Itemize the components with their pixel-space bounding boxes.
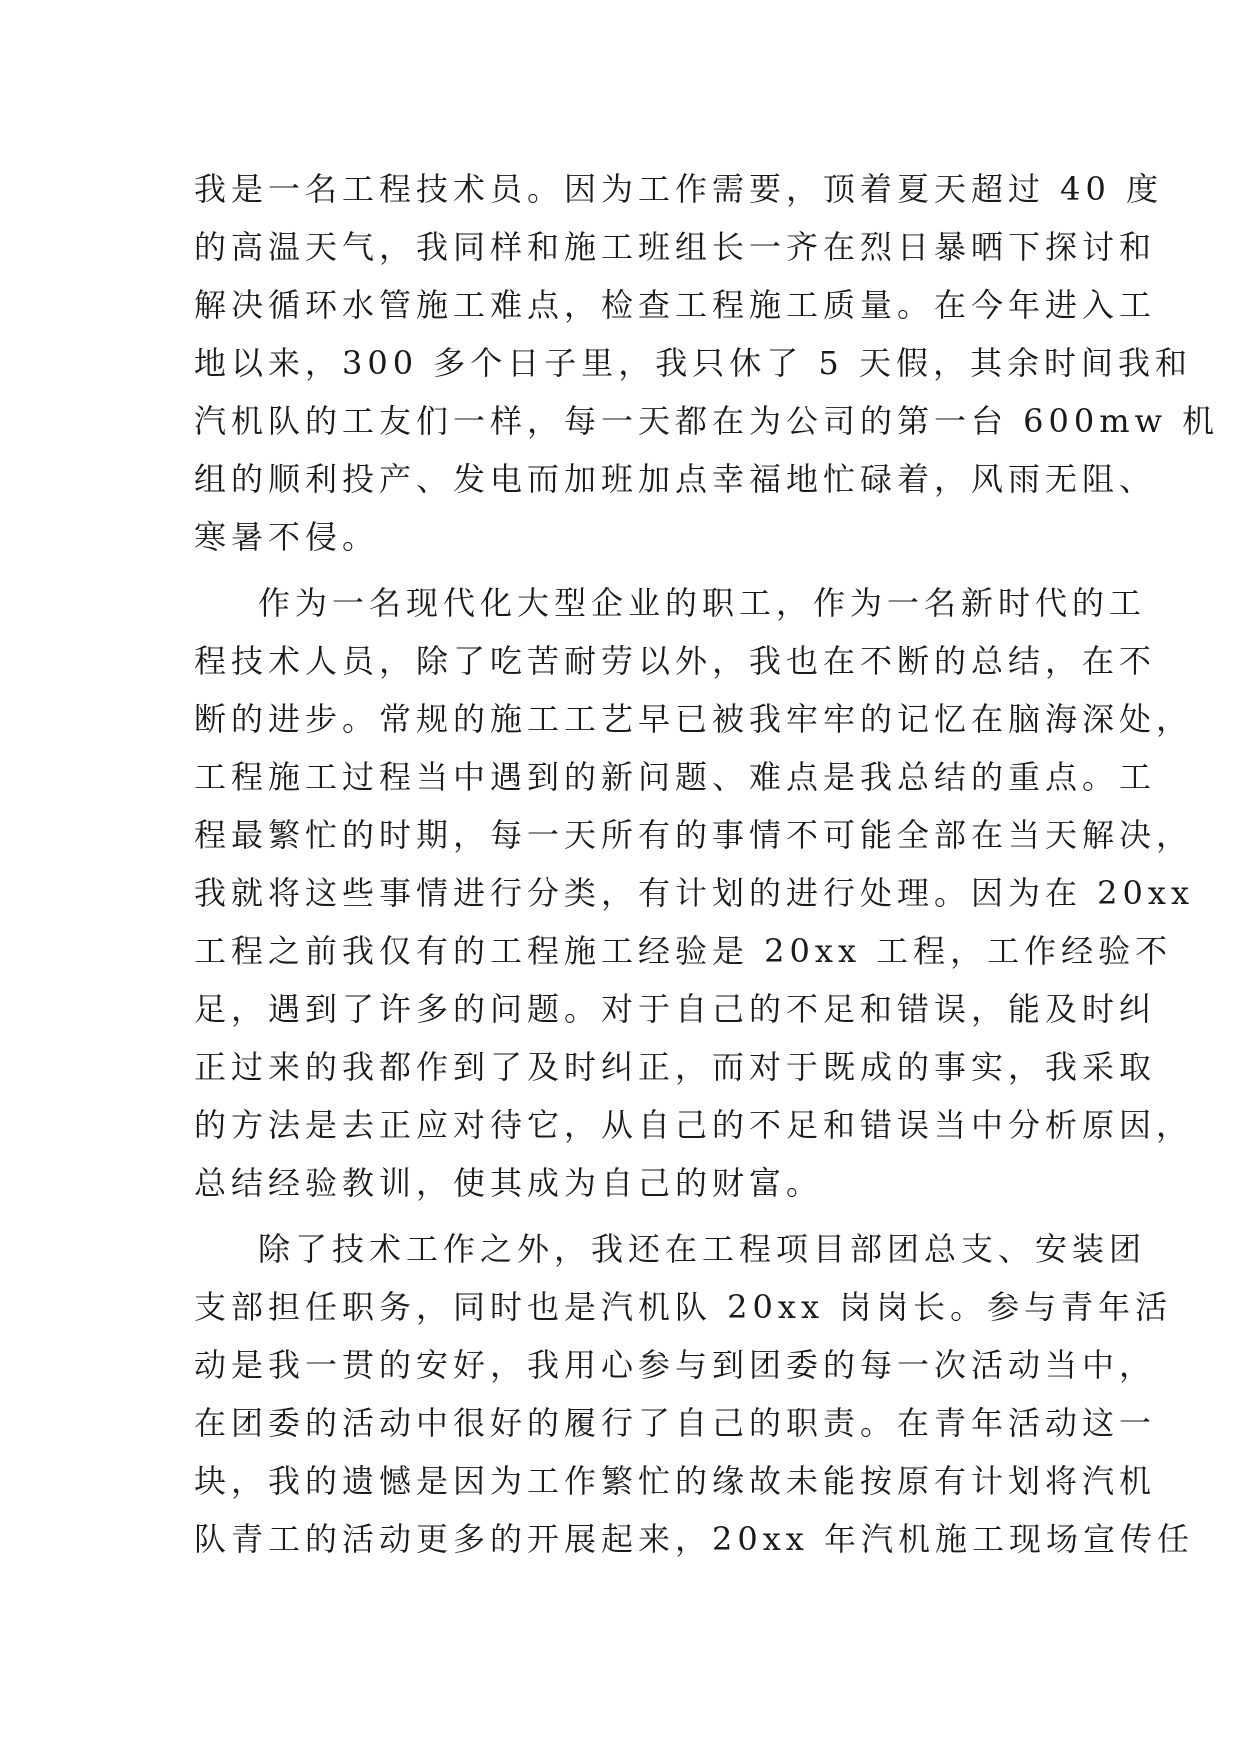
paragraph-line: 动是我一贯的安好，我用心参与到团委的每一次活动当中，: [194, 1346, 1157, 1384]
paragraph-line: 队青工的活动更多的开展起来，20xx 年汽机施工现场宣传任: [194, 1520, 1194, 1558]
paragraph-spacer: [194, 1212, 1064, 1220]
paragraph-line: 组的顺利投产、发电而加班加点幸福地忙碌着，风雨无阻、: [194, 460, 1157, 498]
paragraph-line: 除了技术工作之外，我还在工程项目部团总支、安装团: [258, 1230, 1147, 1268]
paragraph-line: 支部担任职务，同时也是汽机队 20xx 岗岗长。参与青年活: [194, 1288, 1173, 1326]
paragraph-3: [194, 1220, 1194, 1568]
paragraph-line: 块，我的遗憾是因为工作繁忙的缘故未能按原有计划将汽机: [194, 1462, 1157, 1500]
paragraph-line: 程最繁忙的时期，每一天所有的事情不可能全部在当天解决，: [194, 816, 1194, 854]
paragraph-line: 汽机队的工友们一样，每一天都在为公司的第一台 600mw 机: [194, 402, 1220, 440]
paragraph-line: 总结经验教训，使其成为自己的财富。: [194, 1164, 824, 1202]
paragraph-line: 断的进步。常规的施工工艺早已被我牢牢的记忆在脑海深处，: [194, 700, 1194, 738]
paragraph-line: 正过来的我都作到了及时纠正，而对于既成的事实，我采取: [194, 1048, 1157, 1086]
paragraph-line: 寒暑不侵。: [194, 518, 380, 556]
paragraph-line: 程技术人员，除了吃苦耐劳以外，我也在不断的总结，在不: [194, 642, 1157, 680]
paragraph-line: 地以来，300 多个日子里，我只休了 5 天假，其余时间我和: [194, 344, 1192, 382]
paragraph-line: 工程施工过程当中遇到的新问题、难点是我总结的重点。工: [194, 758, 1157, 796]
document-body: [194, 160, 1220, 1568]
paragraph-2: [194, 574, 1194, 1212]
paragraph-spacer: [194, 566, 1064, 574]
paragraph-1: [194, 160, 1220, 566]
paragraph-line: 我就将这些事情进行分类，有计划的进行处理。因为在 20xx: [194, 874, 1194, 912]
paragraph-line: 足，遇到了许多的问题。对于自己的不足和错误，能及时纠: [194, 990, 1157, 1028]
paragraph-line: 解决循环水管施工难点，检查工程施工质量。在今年进入工: [194, 286, 1157, 324]
paragraph-line: 在团委的活动中很好的履行了自己的职责。在青年活动这一: [194, 1404, 1157, 1442]
paragraph-line: 我是一名工程技术员。因为工作需要，顶着夏天超过 40 度: [194, 170, 1164, 208]
paragraph-line: 的方法是去正应对待它，从自己的不足和错误当中分析原因，: [194, 1106, 1194, 1144]
paragraph-line: 作为一名现代化大型企业的职工，作为一名新时代的工: [258, 584, 1147, 622]
paragraph-line: 的高温天气，我同样和施工班组长一齐在烈日暴晒下探讨和: [194, 228, 1157, 266]
paragraph-line: 工程之前我仅有的工程施工经验是 20xx 工程，工作经验不: [194, 932, 1173, 970]
